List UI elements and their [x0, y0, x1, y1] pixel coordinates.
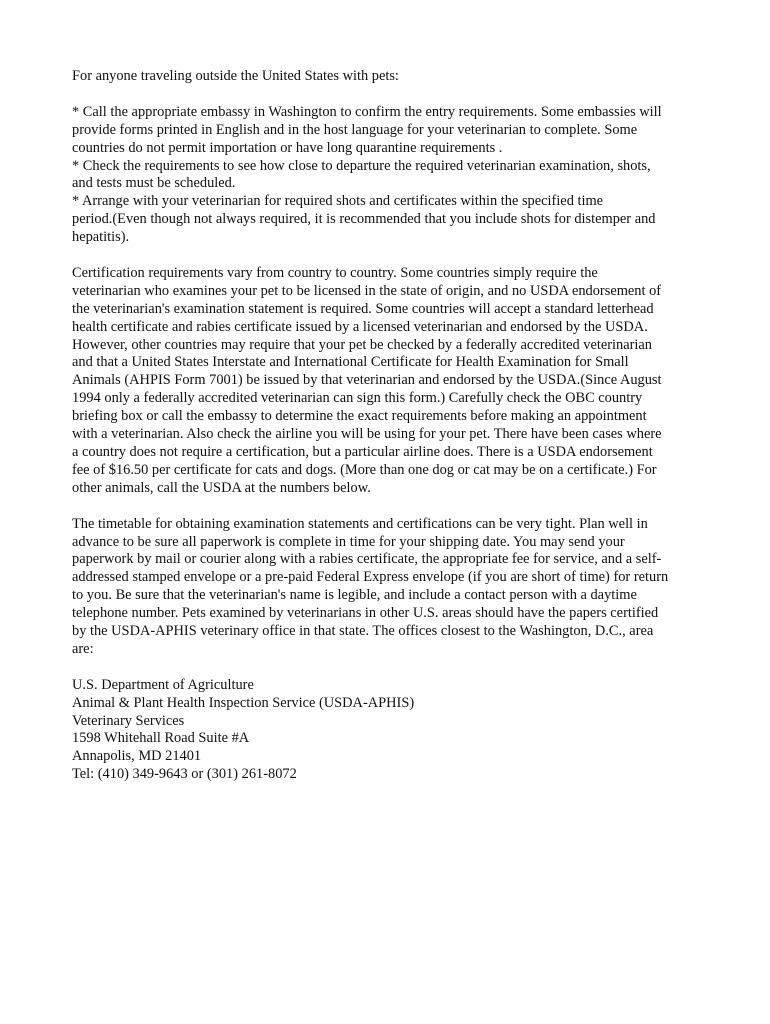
- intro-heading: [72, 68, 708, 86]
- text-line: Certification requirements vary from country to country. Some countries simply require the: [72, 264, 598, 281]
- document-page: [72, 68, 708, 784]
- text-line: addressed stamped envelope or a pre-paid Federal Express envelope (if you are short of time) for return: [72, 569, 669, 586]
- bullet-requirements: [72, 158, 708, 194]
- text-line: advance to be sure all paperwork is complete in time for your shipping date. You may send your: [72, 533, 625, 550]
- paragraph-gap: [72, 86, 708, 104]
- text-line: briefing box or call the embassy to determine the exact requirements before making an appointment: [72, 408, 647, 425]
- usda-address-block: [72, 677, 708, 784]
- text-line: The timetable for obtaining examination statements and certifications can be very tight. Plan well in: [72, 515, 648, 532]
- bullet-embassy: [72, 104, 708, 158]
- bullet-list: [72, 104, 708, 247]
- certification-paragraph: [72, 265, 708, 498]
- text-line: health certificate and rabies certificate issued by a licensed veterinarian and endorsed by the USDA.: [72, 318, 648, 335]
- text-line: by the USDA-APHIS veterinary office in that state. The offices closest to the Washington, D.C., area: [72, 623, 654, 640]
- address-line: U.S. Department of Agriculture: [72, 676, 254, 693]
- address-line: Annapolis, MD 21401: [72, 748, 202, 765]
- text-line: veterinarian who examines your pet to be licensed in the state of origin, and no USDA endorsement of: [72, 282, 662, 299]
- text-line: fee of $16.50 per certificate for cats and dogs. (More than one dog or cat may be on a certificate.) For: [72, 461, 657, 478]
- text-line: with a veterinarian. Also check the airline you will be using for your pet. There have been cases where: [72, 426, 662, 443]
- bullet-veterinarian: [72, 193, 708, 247]
- text-line: paperwork by mail or courier along with a rabies certificate, the appropriate fee for service, and a self-: [72, 551, 662, 568]
- text-line: 1994 only a federally accredited veterinarian can sign this form.) Carefully check the OBC country: [72, 390, 643, 407]
- paragraph-gap: [72, 659, 708, 677]
- text-line: countries do not permit importation or have long quarantine requirements .: [72, 139, 503, 156]
- text-line: However, other countries may require that your pet be checked by a federally accredited veterinarian: [72, 336, 652, 353]
- text-line: hepatitis).: [72, 229, 130, 246]
- address-line: Veterinary Services: [72, 712, 185, 729]
- text-line: other animals, call the USDA at the numbers below.: [72, 479, 371, 496]
- text-line: period.(Even though not always required, it is recommended that you include shots for distemper and: [72, 211, 656, 228]
- text-line: * Arrange with your veterinarian for required shots and certificates within the specified time: [72, 193, 604, 210]
- text-line: a country does not require a certification, but a particular airline does. There is a USDA endorsement: [72, 444, 653, 460]
- text-line: * Check the requirements to see how close to departure the required veterinarian examination, shots,: [72, 157, 651, 174]
- timetable-paragraph: [72, 516, 708, 659]
- text-line: are:: [72, 640, 94, 657]
- text-line: provide forms printed in English and in the host language for your veterinarian to complete. Some: [72, 121, 638, 138]
- address-line: Animal & Plant Health Inspection Service (USDA-APHIS): [72, 694, 415, 711]
- text-line: and tests must be scheduled.: [72, 175, 236, 192]
- phone-line: Tel: (410) 349-9643 or (301) 261-8072: [72, 766, 297, 783]
- text-line: the veterinarian's examination statement is required. Some countries will accept a standard letterhead: [72, 300, 654, 317]
- text-line: * Call the appropriate embassy in Washington to confirm the entry requirements. Some embassies will: [72, 103, 662, 120]
- text-line: Animals (AHPIS Form 7001) be issued by that veterinarian and endorsed by the USDA.(Since August: [72, 372, 662, 389]
- paragraph-gap: [72, 498, 708, 516]
- text-line: and that a United States Interstate and International Certificate for Health Examination for Small: [72, 354, 629, 371]
- text-line: telephone number. Pets examined by veterinarians in other U.S. areas should have the papers certified: [72, 605, 659, 622]
- text-line: For anyone traveling outside the United States with pets:: [72, 68, 399, 84]
- paragraph-gap: [72, 247, 708, 265]
- text-line: to you. Be sure that the veterinarian's name is legible, and include a contact person with a daytime: [72, 587, 637, 604]
- address-line: 1598 Whitehall Road Suite #A: [72, 730, 250, 747]
